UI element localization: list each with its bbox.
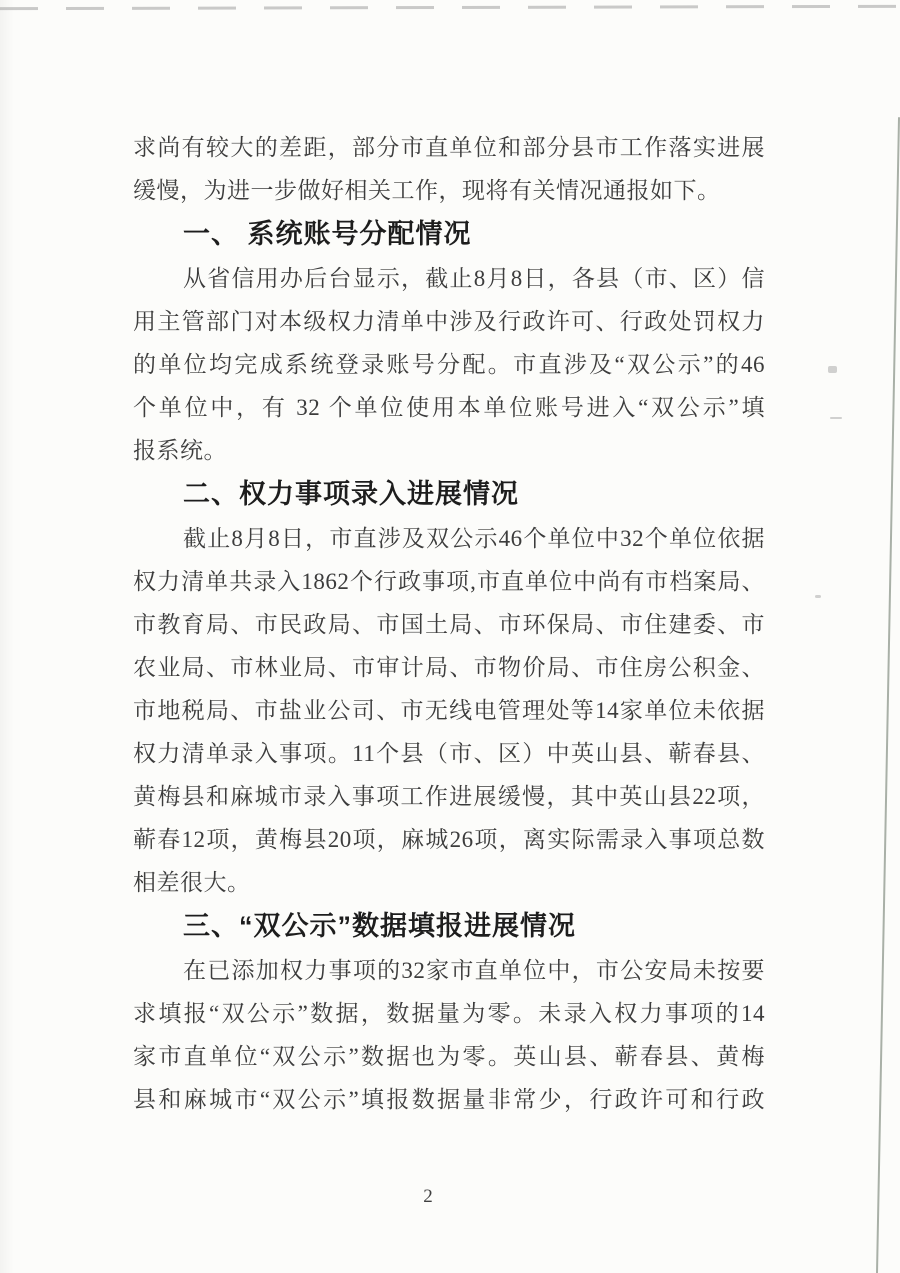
text-line: 从省信用办后台显示，截止8月8日，各县（市、区）信 xyxy=(183,266,765,291)
text-line: 求尚有较大的差距，部分市直单位和部分县市工作落实进展 xyxy=(133,135,765,160)
document-body xyxy=(133,126,765,1121)
text-line: 相差很大。 xyxy=(133,870,251,895)
text-line: 用主管部门对本级权力清单中涉及行政许可、行政处罚权力 xyxy=(133,309,765,334)
section-heading: 二、权力事项录入进展情况 xyxy=(183,479,519,509)
text-line: 权力清单录入事项。11个县（市、区）中英山县、蕲春县、 xyxy=(133,741,765,766)
text-line: 县和麻城市“双公示”填报数据量非常少，行政许可和行政 xyxy=(133,1087,765,1112)
section-heading: 一、 系统账号分配情况 xyxy=(183,219,472,249)
scan-speck xyxy=(828,366,837,373)
text-line: 报系统。 xyxy=(133,438,227,463)
text-line: 截止8月8日，市直涉及双公示46个单位中32个单位依据 xyxy=(183,526,765,551)
text-line: 黄梅县和麻城市录入事项工作进展缓慢，其中英山县22项， xyxy=(133,784,765,809)
text-line: 缓慢，为进一步做好相关工作，现将有关情况通报如下。 xyxy=(133,178,721,203)
text-line: 农业局、市林业局、市审计局、市物价局、市住房公积金、 xyxy=(133,655,765,680)
scan-edge-line xyxy=(877,118,899,1273)
section-heading: 三、“双公示”数据填报进展情况 xyxy=(183,911,576,941)
text-line: 个单位中，有 32 个单位使用本单位账号进入“双公示”填 xyxy=(133,395,765,420)
text-line: 家市直单位“双公示”数据也为零。英山县、蕲春县、黄梅 xyxy=(133,1044,765,1069)
text-line: 蕲春12项，黄梅县20项，麻城26项，离实际需录入事项总数 xyxy=(133,827,765,852)
scan-speck xyxy=(830,417,842,419)
text-line: 在已添加权力事项的32家市直单位中，市公安局未按要 xyxy=(183,958,765,983)
text-line: 求填报“双公示”数据，数据量为零。未录入权力事项的14 xyxy=(133,1001,765,1026)
scan-speck xyxy=(815,595,821,598)
text-line: 市地税局、市盐业公司、市无线电管理处等14家单位未依据 xyxy=(133,698,765,723)
page-number: 2 xyxy=(423,1186,433,1207)
text-line: 的单位均完成系统登录账号分配。市直涉及“双公示”的46 xyxy=(133,352,765,377)
text-line: 权力清单共录入1862个行政事项,市直单位中尚有市档案局、 xyxy=(133,569,765,594)
text-line: 市教育局、市民政局、市国土局、市环保局、市住建委、市 xyxy=(133,612,765,637)
